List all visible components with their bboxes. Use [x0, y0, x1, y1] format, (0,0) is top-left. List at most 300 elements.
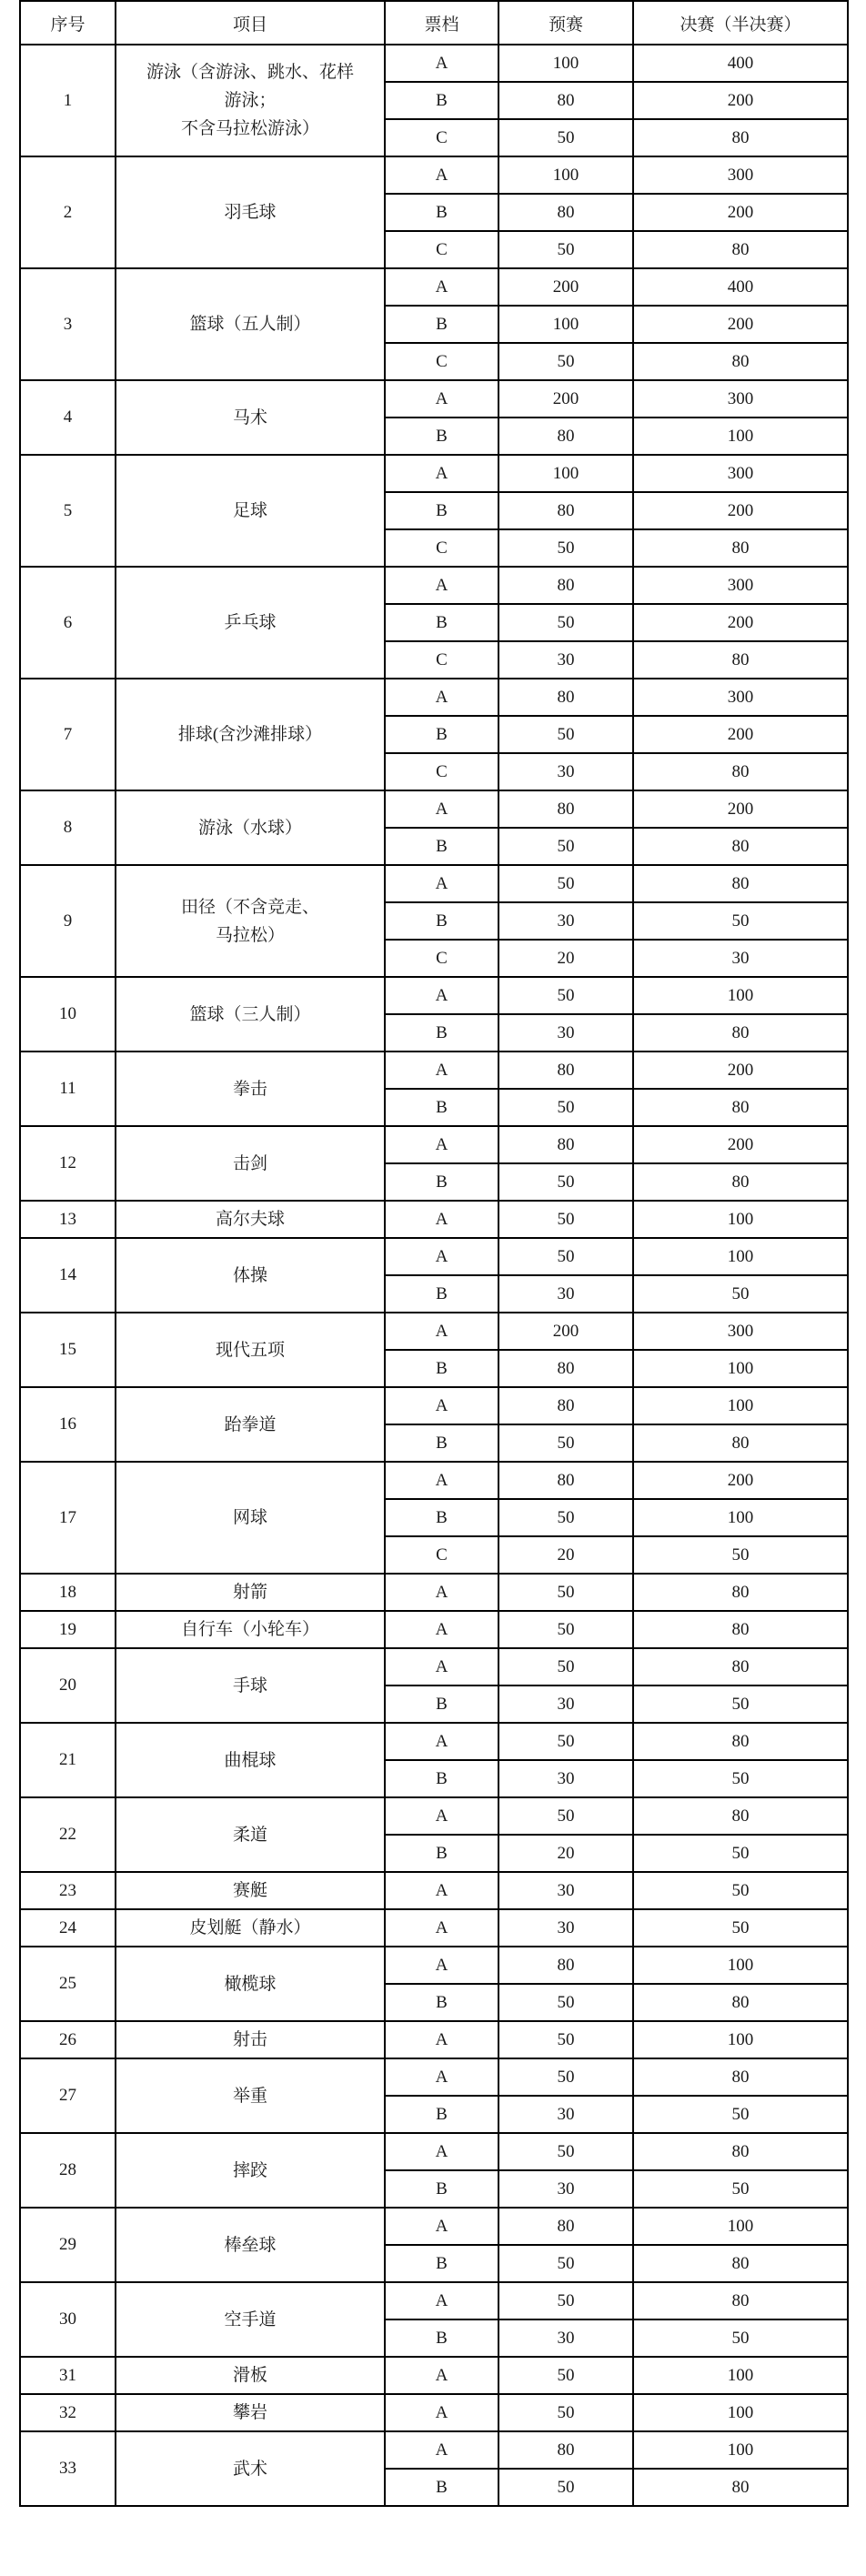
cell-tier: A — [385, 567, 498, 604]
cell-prelim-price: 50 — [498, 2245, 633, 2282]
row-seq: 3 — [20, 268, 116, 380]
row-event-name: 棒垒球 — [116, 2208, 385, 2282]
cell-tier: B — [385, 1163, 498, 1201]
cell-final-price: 100 — [633, 1201, 848, 1238]
cell-tier: C — [385, 1536, 498, 1574]
cell-prelim-price: 30 — [498, 2319, 633, 2357]
row-seq: 29 — [20, 2208, 116, 2282]
event-name-line: 马拉松） — [215, 925, 285, 945]
cell-prelim-price: 30 — [498, 902, 633, 940]
row-seq: 10 — [20, 977, 116, 1052]
row-seq: 27 — [20, 2058, 116, 2133]
row-event-name: 滑板 — [116, 2357, 385, 2394]
cell-prelim-price: 50 — [498, 2058, 633, 2096]
cell-final-price: 80 — [633, 865, 848, 902]
cell-prelim-price: 50 — [498, 1797, 633, 1835]
cell-prelim-price: 50 — [498, 1648, 633, 1685]
row-seq: 22 — [20, 1797, 116, 1872]
table-row — [20, 268, 848, 306]
row-event-name: 武术 — [116, 2431, 385, 2506]
cell-final-price: 200 — [633, 492, 848, 529]
cell-tier: A — [385, 268, 498, 306]
cell-prelim-price: 50 — [498, 2469, 633, 2506]
cell-tier: A — [385, 679, 498, 716]
row-event-name: 游泳（水球） — [116, 790, 385, 865]
cell-prelim-price: 50 — [498, 977, 633, 1014]
cell-tier: B — [385, 1424, 498, 1462]
cell-final-price: 200 — [633, 1126, 848, 1163]
cell-prelim-price: 50 — [498, 828, 633, 865]
cell-prelim-price: 50 — [498, 1574, 633, 1611]
cell-prelim-price: 80 — [498, 1052, 633, 1089]
table-row — [20, 1052, 848, 1089]
cell-final-price: 50 — [633, 2170, 848, 2208]
cell-final-price: 80 — [633, 1723, 848, 1760]
row-event-name: 赛艇 — [116, 1872, 385, 1909]
cell-prelim-price: 50 — [498, 716, 633, 753]
table-row — [20, 790, 848, 828]
cell-final-price: 200 — [633, 1462, 848, 1499]
cell-tier: C — [385, 641, 498, 679]
cell-prelim-price: 30 — [498, 2170, 633, 2208]
cell-prelim-price: 50 — [498, 1163, 633, 1201]
table-row — [20, 2282, 848, 2319]
row-seq: 12 — [20, 1126, 116, 1201]
cell-tier: B — [385, 716, 498, 753]
row-event-name: 马术 — [116, 380, 385, 455]
cell-final-price: 50 — [633, 2319, 848, 2357]
cell-prelim-price: 30 — [498, 1760, 633, 1797]
cell-final-price: 100 — [633, 418, 848, 455]
cell-final-price: 300 — [633, 567, 848, 604]
cell-prelim-price: 50 — [498, 2282, 633, 2319]
row-seq: 20 — [20, 1648, 116, 1723]
cell-final-price: 80 — [633, 231, 848, 268]
row-seq: 13 — [20, 1201, 116, 1238]
cell-tier: B — [385, 2096, 498, 2133]
row-seq: 24 — [20, 1909, 116, 1947]
cell-tier: B — [385, 306, 498, 343]
cell-final-price: 50 — [633, 1872, 848, 1909]
row-seq: 23 — [20, 1872, 116, 1909]
cell-tier: A — [385, 2431, 498, 2469]
cell-final-price: 300 — [633, 455, 848, 492]
table-row — [20, 679, 848, 716]
row-event-name: 现代五项 — [116, 1313, 385, 1387]
header-seq: 序号 — [20, 1, 116, 45]
row-event-name: 羽毛球 — [116, 156, 385, 268]
cell-tier: A — [385, 156, 498, 194]
cell-prelim-price: 80 — [498, 1350, 633, 1387]
cell-final-price: 100 — [633, 1947, 848, 1984]
cell-prelim-price: 200 — [498, 1313, 633, 1350]
event-name-line: 游泳（含游泳、跳水、花样 — [146, 63, 354, 82]
cell-prelim-price: 50 — [498, 865, 633, 902]
cell-tier: B — [385, 1499, 498, 1536]
cell-prelim-price: 200 — [498, 268, 633, 306]
cell-prelim-price: 100 — [498, 45, 633, 82]
table-row — [20, 1909, 848, 1947]
cell-final-price: 400 — [633, 45, 848, 82]
cell-tier: B — [385, 2170, 498, 2208]
row-event-name: 跆拳道 — [116, 1387, 385, 1462]
cell-prelim-price: 100 — [498, 156, 633, 194]
cell-tier: B — [385, 1760, 498, 1797]
cell-prelim-price: 20 — [498, 940, 633, 977]
table-row — [20, 1872, 848, 1909]
table-row — [20, 2021, 848, 2058]
cell-tier: B — [385, 902, 498, 940]
cell-prelim-price: 50 — [498, 1723, 633, 1760]
cell-final-price: 200 — [633, 716, 848, 753]
cell-tier: C — [385, 343, 498, 380]
cell-prelim-price: 100 — [498, 306, 633, 343]
cell-final-price: 100 — [633, 2208, 848, 2245]
cell-prelim-price: 30 — [498, 1275, 633, 1313]
cell-tier: B — [385, 1014, 498, 1052]
table-row — [20, 1947, 848, 1984]
cell-final-price: 80 — [633, 2282, 848, 2319]
cell-final-price: 80 — [633, 1163, 848, 1201]
cell-prelim-price: 50 — [498, 1611, 633, 1648]
cell-prelim-price: 30 — [498, 1685, 633, 1723]
header-final: 决赛（半决赛） — [633, 1, 848, 45]
row-event-name: 射箭 — [116, 1574, 385, 1611]
cell-final-price: 80 — [633, 1424, 848, 1462]
cell-prelim-price: 50 — [498, 119, 633, 156]
event-name-line: 游泳； — [224, 91, 277, 110]
cell-final-price: 100 — [633, 1499, 848, 1536]
cell-final-price: 100 — [633, 1238, 848, 1275]
cell-prelim-price: 80 — [498, 2208, 633, 2245]
table-row — [20, 455, 848, 492]
cell-final-price: 50 — [633, 1909, 848, 1947]
row-seq: 8 — [20, 790, 116, 865]
row-event-name: 柔道 — [116, 1797, 385, 1872]
row-event-name: 篮球（三人制） — [116, 977, 385, 1052]
cell-final-price: 300 — [633, 380, 848, 418]
cell-tier: A — [385, 1872, 498, 1909]
cell-prelim-price: 80 — [498, 679, 633, 716]
row-seq: 5 — [20, 455, 116, 567]
cell-prelim-price: 80 — [498, 567, 633, 604]
cell-tier: C — [385, 940, 498, 977]
row-event-name: 摔跤 — [116, 2133, 385, 2208]
row-seq: 21 — [20, 1723, 116, 1797]
row-seq: 14 — [20, 1238, 116, 1313]
row-seq: 25 — [20, 1947, 116, 2021]
cell-final-price: 50 — [633, 1835, 848, 1872]
cell-tier: A — [385, 1947, 498, 1984]
cell-tier: A — [385, 2021, 498, 2058]
cell-tier: A — [385, 455, 498, 492]
row-seq: 11 — [20, 1052, 116, 1126]
cell-tier: B — [385, 492, 498, 529]
cell-prelim-price: 50 — [498, 1201, 633, 1238]
row-seq: 4 — [20, 380, 116, 455]
cell-tier: A — [385, 2058, 498, 2096]
cell-final-price: 80 — [633, 1089, 848, 1126]
cell-tier: A — [385, 1797, 498, 1835]
cell-tier: A — [385, 2133, 498, 2170]
cell-tier: A — [385, 977, 498, 1014]
row-event-name: 体操 — [116, 1238, 385, 1313]
table-row — [20, 380, 848, 418]
cell-final-price: 50 — [633, 1760, 848, 1797]
cell-final-price: 200 — [633, 82, 848, 119]
row-event-name: 举重 — [116, 2058, 385, 2133]
cell-prelim-price: 20 — [498, 1835, 633, 1872]
cell-prelim-price: 30 — [498, 641, 633, 679]
table-row — [20, 1611, 848, 1648]
row-event-name: 攀岩 — [116, 2394, 385, 2431]
cell-final-price: 80 — [633, 1014, 848, 1052]
row-seq: 19 — [20, 1611, 116, 1648]
cell-tier: A — [385, 1611, 498, 1648]
table-row — [20, 1797, 848, 1835]
row-event-name — [116, 865, 385, 977]
cell-prelim-price: 30 — [498, 753, 633, 790]
cell-tier: B — [385, 2245, 498, 2282]
cell-tier: A — [385, 2357, 498, 2394]
cell-tier: B — [385, 1835, 498, 1872]
cell-final-price: 80 — [633, 1797, 848, 1835]
cell-tier: A — [385, 1723, 498, 1760]
table-row — [20, 1201, 848, 1238]
header-tier: 票档 — [385, 1, 498, 45]
cell-prelim-price: 80 — [498, 1947, 633, 1984]
cell-tier: A — [385, 1313, 498, 1350]
cell-final-price: 50 — [633, 2096, 848, 2133]
cell-tier: B — [385, 2319, 498, 2357]
cell-final-price: 100 — [633, 1387, 848, 1424]
table-row — [20, 2394, 848, 2431]
cell-tier: B — [385, 194, 498, 231]
cell-tier: B — [385, 1275, 498, 1313]
cell-prelim-price: 30 — [498, 1014, 633, 1052]
cell-final-price: 80 — [633, 2245, 848, 2282]
cell-final-price: 100 — [633, 1350, 848, 1387]
cell-final-price: 200 — [633, 194, 848, 231]
cell-tier: A — [385, 1574, 498, 1611]
row-seq: 6 — [20, 567, 116, 679]
row-seq: 33 — [20, 2431, 116, 2506]
row-seq: 18 — [20, 1574, 116, 1611]
cell-final-price: 80 — [633, 1574, 848, 1611]
cell-prelim-price: 50 — [498, 231, 633, 268]
cell-tier: A — [385, 865, 498, 902]
cell-prelim-price: 50 — [498, 2133, 633, 2170]
row-event-name: 橄榄球 — [116, 1947, 385, 2021]
cell-tier: A — [385, 1462, 498, 1499]
cell-tier: B — [385, 604, 498, 641]
cell-tier: C — [385, 529, 498, 567]
table-row — [20, 567, 848, 604]
cell-final-price: 300 — [633, 1313, 848, 1350]
table-row — [20, 1648, 848, 1685]
cell-tier: B — [385, 2469, 498, 2506]
cell-final-price: 100 — [633, 2431, 848, 2469]
cell-final-price: 400 — [633, 268, 848, 306]
table-row — [20, 977, 848, 1014]
row-seq: 31 — [20, 2357, 116, 2394]
table-row — [20, 1238, 848, 1275]
ticket-price-table — [19, 0, 849, 2507]
table-row — [20, 2058, 848, 2096]
cell-prelim-price: 20 — [498, 1536, 633, 1574]
header-prelim: 预赛 — [498, 1, 633, 45]
row-seq: 9 — [20, 865, 116, 977]
cell-prelim-price: 50 — [498, 1424, 633, 1462]
table-row — [20, 156, 848, 194]
cell-final-price: 100 — [633, 2394, 848, 2431]
cell-tier: A — [385, 380, 498, 418]
cell-final-price: 50 — [633, 1536, 848, 1574]
row-event-name — [116, 45, 385, 156]
cell-tier: A — [385, 2394, 498, 2431]
cell-prelim-price: 50 — [498, 343, 633, 380]
row-seq: 1 — [20, 45, 116, 156]
cell-final-price: 50 — [633, 1685, 848, 1723]
cell-tier: A — [385, 1909, 498, 1947]
cell-final-price: 50 — [633, 902, 848, 940]
cell-tier: A — [385, 1387, 498, 1424]
cell-final-price: 30 — [633, 940, 848, 977]
row-seq: 30 — [20, 2282, 116, 2357]
cell-tier: A — [385, 1126, 498, 1163]
row-seq: 28 — [20, 2133, 116, 2208]
event-name-line: 田径（不含竞走、 — [180, 897, 319, 917]
row-event-name: 曲棍球 — [116, 1723, 385, 1797]
cell-prelim-price: 30 — [498, 1909, 633, 1947]
cell-prelim-price: 80 — [498, 790, 633, 828]
row-event-name: 排球(含沙滩排球） — [116, 679, 385, 790]
cell-final-price: 100 — [633, 2021, 848, 2058]
cell-final-price: 80 — [633, 828, 848, 865]
cell-tier: C — [385, 231, 498, 268]
cell-final-price: 80 — [633, 119, 848, 156]
cell-final-price: 80 — [633, 2469, 848, 2506]
row-event-name: 击剑 — [116, 1126, 385, 1201]
cell-prelim-price: 50 — [498, 1499, 633, 1536]
cell-prelim-price: 80 — [498, 1462, 633, 1499]
cell-final-price: 80 — [633, 529, 848, 567]
event-name-line: 不含马拉松游泳） — [180, 119, 319, 138]
cell-prelim-price: 80 — [498, 418, 633, 455]
cell-final-price: 100 — [633, 977, 848, 1014]
row-event-name: 自行车（小轮车） — [116, 1611, 385, 1648]
table-row — [20, 2431, 848, 2469]
table-row — [20, 1126, 848, 1163]
table-row — [20, 865, 848, 902]
cell-prelim-price: 80 — [498, 1387, 633, 1424]
cell-tier: A — [385, 1648, 498, 1685]
cell-prelim-price: 80 — [498, 82, 633, 119]
cell-final-price: 200 — [633, 604, 848, 641]
cell-final-price: 80 — [633, 753, 848, 790]
cell-tier: A — [385, 790, 498, 828]
cell-prelim-price: 50 — [498, 2394, 633, 2431]
cell-tier: B — [385, 418, 498, 455]
table-row — [20, 2357, 848, 2394]
cell-tier: A — [385, 1201, 498, 1238]
cell-final-price: 80 — [633, 1648, 848, 1685]
header-event: 项目 — [116, 1, 385, 45]
cell-prelim-price: 80 — [498, 194, 633, 231]
row-event-name: 高尔夫球 — [116, 1201, 385, 1238]
row-seq: 26 — [20, 2021, 116, 2058]
cell-tier: A — [385, 45, 498, 82]
row-event-name: 空手道 — [116, 2282, 385, 2357]
cell-final-price: 50 — [633, 1275, 848, 1313]
cell-final-price: 80 — [633, 1611, 848, 1648]
row-event-name: 手球 — [116, 1648, 385, 1723]
row-seq: 17 — [20, 1462, 116, 1574]
table-row — [20, 1462, 848, 1499]
cell-final-price: 300 — [633, 679, 848, 716]
cell-tier: B — [385, 828, 498, 865]
cell-prelim-price: 80 — [498, 492, 633, 529]
cell-tier: C — [385, 753, 498, 790]
row-event-name: 篮球（五人制） — [116, 268, 385, 380]
table-row — [20, 1723, 848, 1760]
row-event-name: 足球 — [116, 455, 385, 567]
table-body — [20, 45, 848, 2506]
cell-prelim-price: 50 — [498, 604, 633, 641]
cell-tier: A — [385, 2282, 498, 2319]
cell-prelim-price: 50 — [498, 529, 633, 567]
row-event-name: 网球 — [116, 1462, 385, 1574]
cell-prelim-price: 200 — [498, 380, 633, 418]
table-row — [20, 1387, 848, 1424]
cell-tier: B — [385, 1089, 498, 1126]
row-event-name: 射击 — [116, 2021, 385, 2058]
cell-final-price: 200 — [633, 1052, 848, 1089]
cell-final-price: 200 — [633, 306, 848, 343]
cell-final-price: 80 — [633, 1984, 848, 2021]
cell-final-price: 300 — [633, 156, 848, 194]
row-event-name: 乒乓球 — [116, 567, 385, 679]
cell-final-price: 80 — [633, 641, 848, 679]
table-row — [20, 1313, 848, 1350]
cell-prelim-price: 100 — [498, 455, 633, 492]
row-event-name: 皮划艇（静水） — [116, 1909, 385, 1947]
table-row — [20, 2133, 848, 2170]
cell-prelim-price: 50 — [498, 2021, 633, 2058]
cell-tier: B — [385, 1685, 498, 1723]
cell-prelim-price: 50 — [498, 1238, 633, 1275]
cell-prelim-price: 30 — [498, 2096, 633, 2133]
cell-prelim-price: 50 — [498, 2357, 633, 2394]
cell-final-price: 100 — [633, 2357, 848, 2394]
cell-prelim-price: 50 — [498, 1984, 633, 2021]
cell-tier: A — [385, 1052, 498, 1089]
cell-final-price: 80 — [633, 2133, 848, 2170]
table-header-row — [20, 1, 848, 45]
cell-prelim-price: 80 — [498, 1126, 633, 1163]
cell-prelim-price: 50 — [498, 1089, 633, 1126]
cell-final-price: 200 — [633, 790, 848, 828]
row-event-name: 拳击 — [116, 1052, 385, 1126]
row-seq: 15 — [20, 1313, 116, 1387]
table-row — [20, 45, 848, 82]
cell-prelim-price: 80 — [498, 2431, 633, 2469]
cell-tier: A — [385, 2208, 498, 2245]
cell-tier: B — [385, 82, 498, 119]
cell-tier: A — [385, 1238, 498, 1275]
row-seq: 16 — [20, 1387, 116, 1462]
row-seq: 32 — [20, 2394, 116, 2431]
